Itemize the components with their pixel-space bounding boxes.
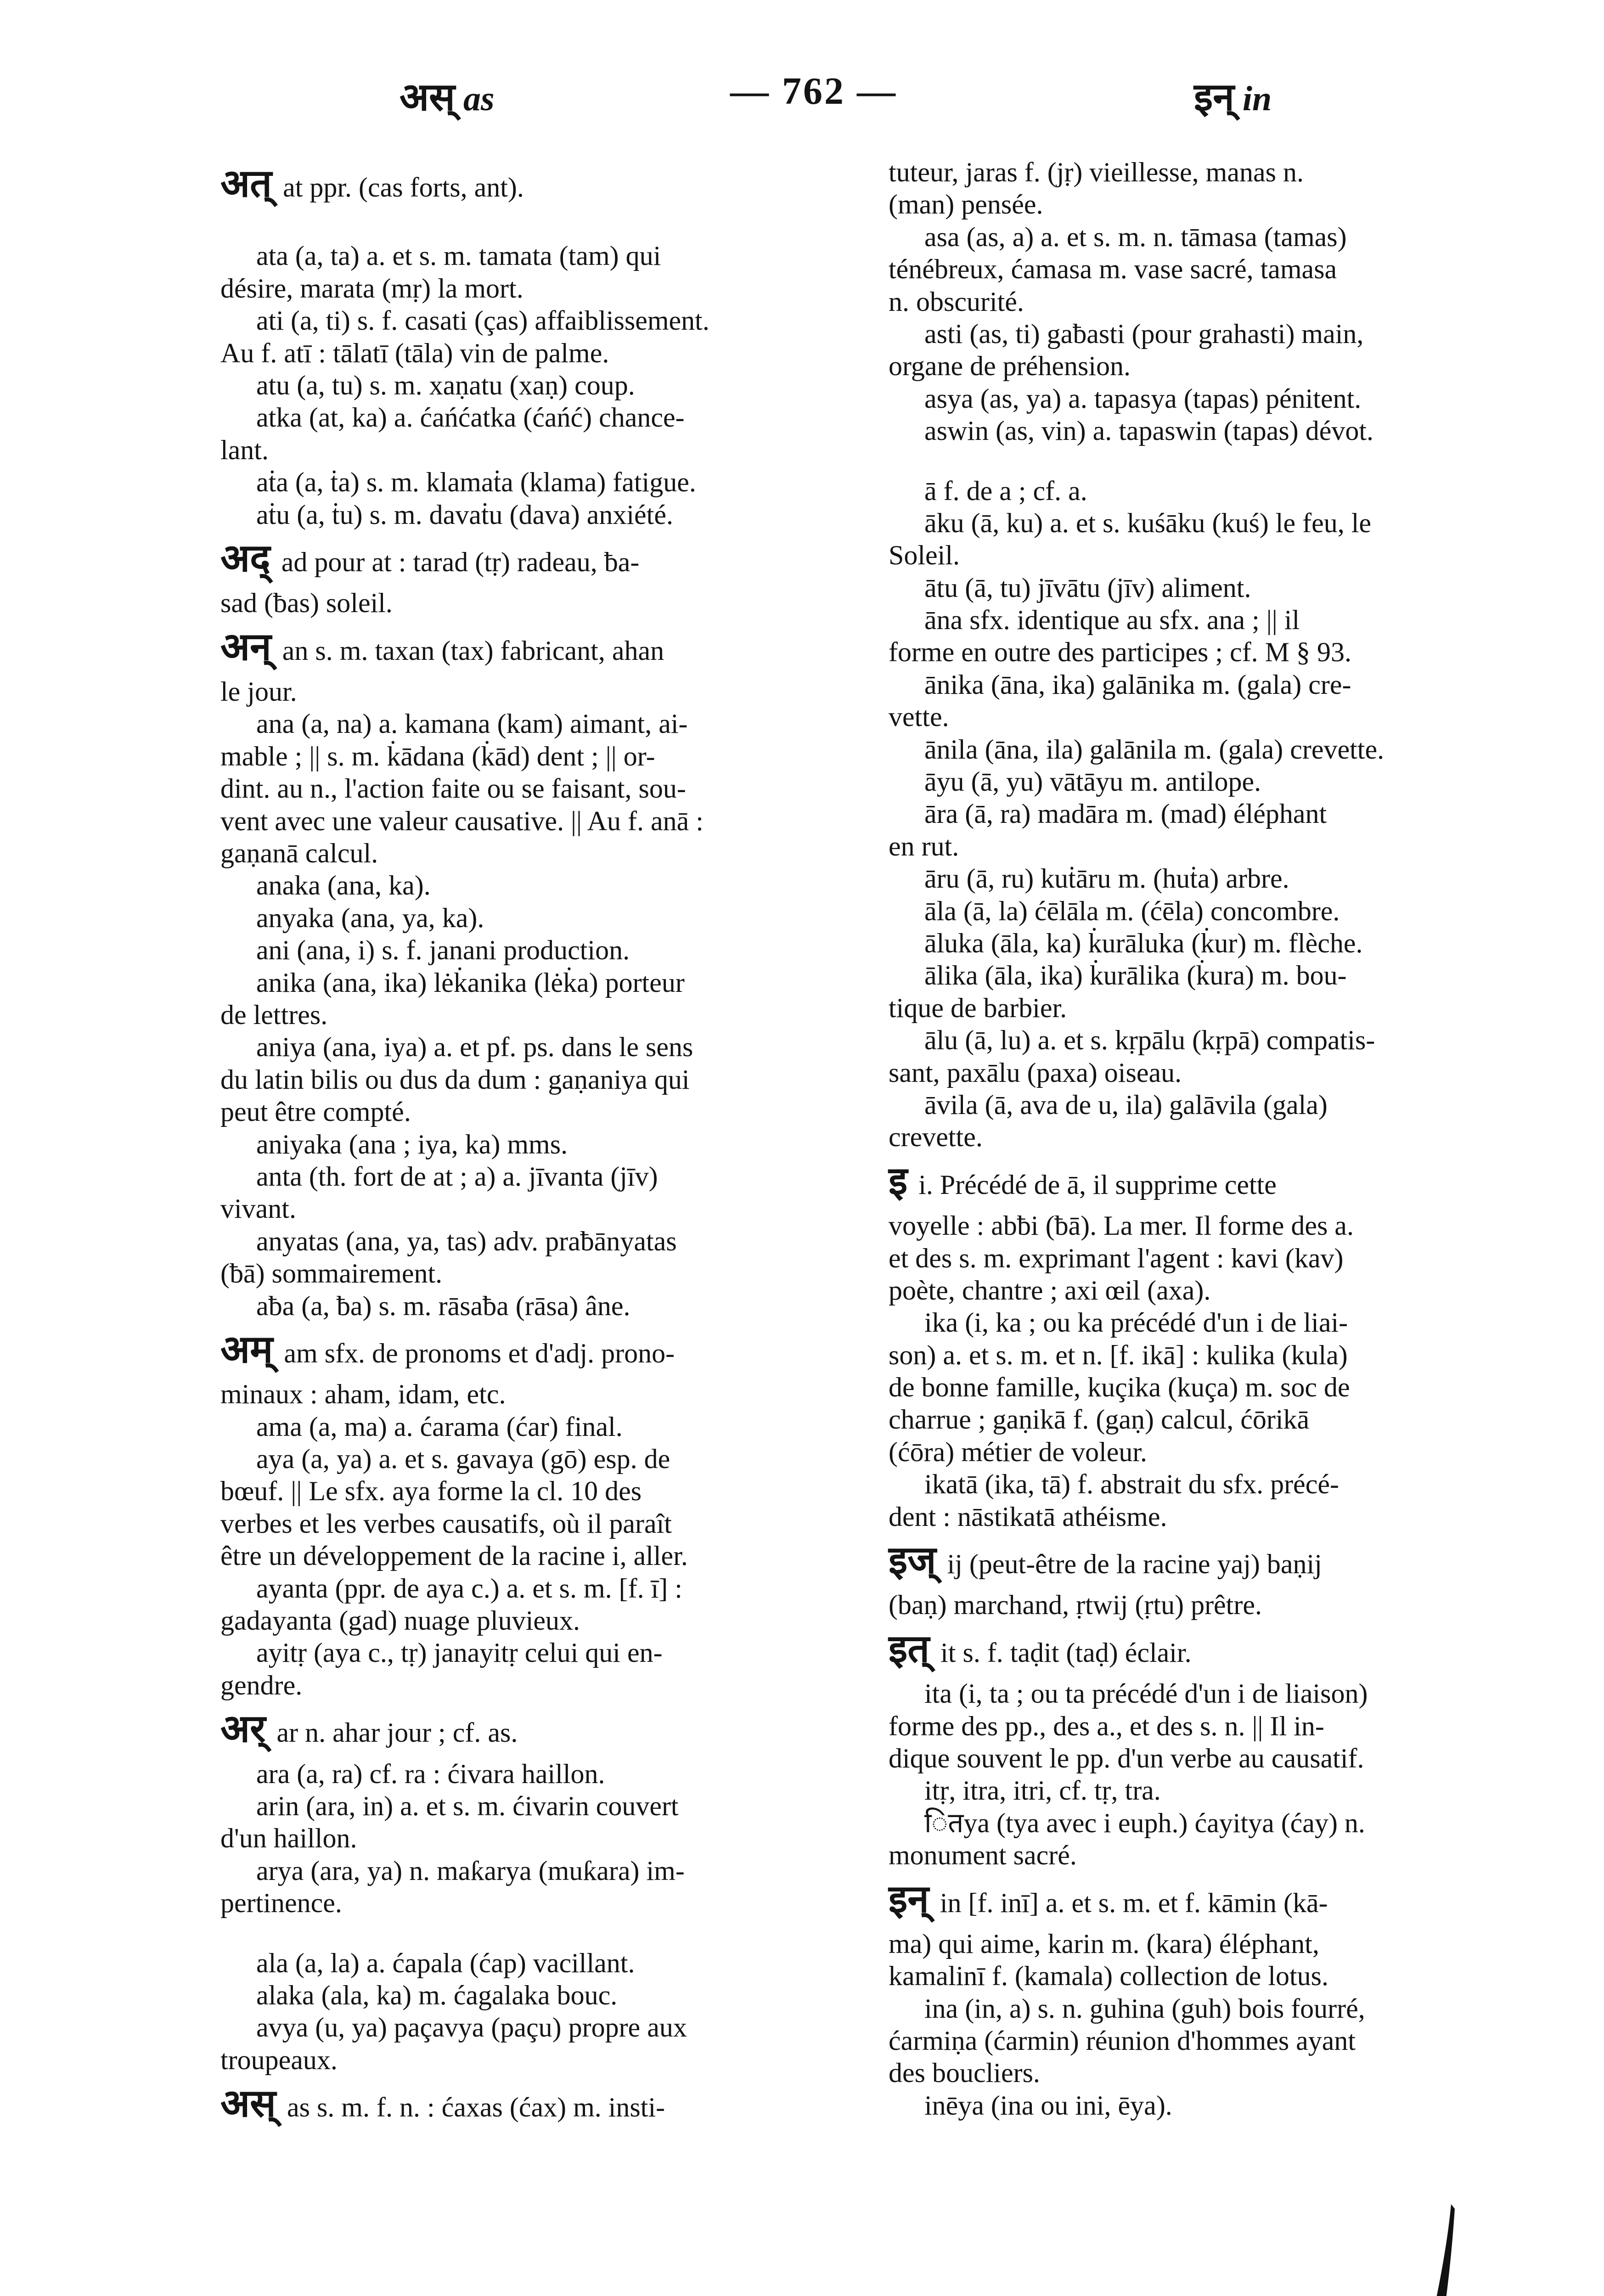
headword-text: ar n. ahar jour ; cf. as. [276, 1717, 518, 1748]
entry-line: ata (a, ta) a. et s. m. tamata (tam) qui [256, 241, 661, 271]
headword-devanagari: इत् [889, 1627, 930, 1671]
continuation-line: sant, paxālu (paxa) oiseau. [889, 1057, 1182, 1088]
entry-line: aṫu (a, ṫu) s. m. davaṫu (dava) anxiété. [256, 499, 673, 530]
entry-line: avya (u, ya) paçavya (paçu) propre aux [256, 2012, 687, 2043]
continuation-line: lant. [220, 434, 269, 465]
continuation-line: (baṇ) marchand, ṛtwij (ṛtu) prêtre. [889, 1590, 1262, 1621]
headword-text: ij (peut-être de la racine yaj) baṇij [947, 1549, 1322, 1580]
continuation-line: tuteur, jaras f. (jṛ) vieillesse, manas n. [889, 157, 1304, 187]
running-head-left-latin: as [463, 79, 495, 118]
entry-line: āru (ā, ru) kuṫāru m. (huṫa) arbre. [924, 863, 1289, 894]
entry-line: asti (as, ti) gaƀasti (pour grahasti) main, [924, 318, 1364, 349]
continuation-line: forme en outre des participes ; cf. M § 93. [889, 637, 1352, 668]
entry-line: anyatas (ana, ya, tas) adv. praƀānyatas [256, 1226, 677, 1256]
continuation-line: vivant. [220, 1193, 296, 1224]
page-number: — 762 — [730, 70, 897, 113]
continuation-line: pertinence. [220, 1888, 342, 1919]
entry-line: ितya (tya avec i euph.) ćayitya (ćay) n. [924, 1807, 1365, 1838]
entry-line: ati (a, ti) s. f. casati (ças) affaiblissement. [256, 305, 709, 336]
pen-stroke-mark [1382, 2200, 1474, 2296]
headword-devanagari: अस् [220, 2082, 276, 2126]
entry-line: atu (a, tu) s. m. xaṇatu (xaṇ) coup. [256, 370, 635, 400]
entry-line: asya (as, ya) a. tapasya (tapas) pénitent. [924, 383, 1362, 414]
entry-line: āna sfx. identique au sfx. ana ; || il [924, 605, 1300, 636]
entry-line: āku (ā, ku) a. et s. kuśāku (kuś) le feu, le [924, 507, 1372, 538]
continuation-line: du latin bilis ou dus da dum : gaṇaniya qui [220, 1064, 690, 1095]
headword-entry [889, 1627, 1527, 1671]
continuation-line: minaux : aham, idam, etc. [220, 1379, 506, 1410]
continuation-line: sad (ƀas) soleil. [220, 588, 393, 619]
section-gap [220, 212, 854, 240]
continuation-line: Soleil. [889, 540, 960, 571]
continuation-line: (man) pensée. [889, 189, 1043, 220]
headword-text: an s. m. taxan (tax) fabricant, ahan [282, 635, 664, 666]
entry-line: ara (a, ra) cf. ra : ćivara haillon. [256, 1758, 605, 1789]
entry-line: ana (a, na) a. kamana (kam) aimant, ai- [256, 709, 688, 739]
continuation-line: en rut. [889, 831, 959, 861]
entry-line: ina (in, a) s. n. guhina (guh) bois fourré, [924, 1993, 1365, 2024]
continuation-line: organe de préhension. [889, 351, 1131, 382]
headword-text: ad pour at : tarad (tṛ) radeau, ƀa- [281, 546, 640, 577]
entry-line: aniyaka (ana ; iya, ka) mms. [256, 1129, 568, 1159]
entry-line: ani (ana, i) s. f. janani production. [256, 935, 630, 966]
entry-line: aṫa (a, ṫa) s. m. klamaṫa (klama) fatigue. [256, 467, 696, 498]
entry-line: ayanta (ppr. de aya c.) a. et s. m. [f. ī] : [256, 1573, 682, 1604]
entry-line: āyu (ā, yu) vātāyu m. antilope. [924, 766, 1261, 797]
continuation-line: ćarmiṇa (ćarmin) réunion d'hommes ayant [889, 2026, 1356, 2056]
headword-devanagari: अन् [220, 625, 271, 669]
entry-line: ika (i, ka ; ou ka précédé d'un i de liai- [924, 1307, 1348, 1338]
headword-text: in [f. inī] a. et s. m. et f. kāmin (kā- [940, 1887, 1328, 1918]
section-gap [889, 447, 1527, 475]
entry-line: ātu (ā, tu) jīvātu (jīv) aliment. [924, 572, 1251, 603]
continuation-line: dique souvent le pp. d'un verbe au causatif. [889, 1743, 1364, 1773]
running-head-right [1194, 69, 1272, 122]
headword-entry [889, 1878, 1527, 1921]
running-head-right-devanagari: इन् [1194, 76, 1234, 119]
continuation-line: kamalinī f. (kamala) collection de lotus. [889, 1961, 1329, 1992]
continuation-line: voyelle : abƀi (ƀā). La mer. Il forme des a. [889, 1210, 1354, 1241]
continuation-line: vent avec une valeur causative. || Au f. anā : [220, 805, 704, 836]
continuation-line: troupeaux. [220, 2044, 338, 2075]
continuation-line: dent : nāstikatā athéisme. [889, 1501, 1167, 1532]
running-head-left-devanagari: अस् [400, 76, 455, 119]
entry-line: ala (a, la) a. ćapala (ćap) vacillant. [256, 1947, 635, 1978]
entry-line: arya (ara, ya) n. maƙarya (muƙara) im- [256, 1855, 685, 1886]
entry-line: anyaka (ana, ya, ka). [256, 902, 484, 933]
continuation-line: (ćōra) métier de voleur. [889, 1436, 1148, 1467]
entry-line: alaka (ala, ka) m. ćagalaka bouc. [256, 1980, 618, 2010]
continuation-line: ma) qui aime, karin m. (kara) éléphant, [889, 1928, 1319, 1959]
continuation-line: dint. au n., l'action faite ou se faisant, sou- [220, 773, 686, 804]
continuation-line: crevette. [889, 1122, 983, 1153]
entry-line: anaka (ana, ka). [256, 870, 431, 901]
continuation-line: forme des pp., des a., et des s. n. || Il in- [889, 1711, 1324, 1741]
continuation-line: bœuf. || Le sfx. aya forme la cl. 10 des [220, 1476, 642, 1507]
left-column [220, 156, 854, 2132]
headword-entry [220, 1328, 854, 1371]
entry-line: ā f. de a ; cf. a. [924, 475, 1087, 506]
continuation-line: verbes et les verbes causatifs, où il paraît [220, 1508, 672, 1539]
headword-devanagari: इज् [889, 1539, 936, 1582]
entry-line: ālika (āla, ika) k̇urālika (k̇ura) m. bou- [924, 960, 1347, 991]
continuation-line: d'un haillon. [220, 1823, 357, 1854]
entry-line: arin (ara, in) a. et s. m. ćivarin couvert [256, 1790, 679, 1821]
continuation-line: mable ; || s. m. k̇ādana (k̇ād) dent ; || or- [220, 741, 655, 771]
headword-devanagari: अत् [220, 163, 272, 205]
headword-entry [220, 2082, 854, 2126]
continuation-line: être un développement de la racine i, aller. [220, 1541, 688, 1571]
entry-line: ikatā (ika, tā) f. abstrait du sfx. précé- [924, 1469, 1339, 1500]
entry-line: ayitṛ (aya c., tṛ) janayitṛ celui qui en- [256, 1638, 663, 1668]
entry-line: aƀa (a, ƀa) s. m. rāsaƀa (rāsa) âne. [256, 1290, 630, 1321]
continuation-line: vette. [889, 702, 949, 732]
headword-devanagari: अर् [220, 1708, 266, 1751]
headword-devanagari: इ [889, 1159, 908, 1203]
continuation-line: gadayanta (gad) nuage pluvieux. [220, 1605, 580, 1636]
continuation-line: charrue ; gaṇikā f. (gaṇ) calcul, ćōrikā [889, 1404, 1310, 1435]
headword-entry [220, 625, 854, 669]
continuation-line: monument sacré. [889, 1840, 1077, 1871]
continuation-line: le jour. [220, 676, 297, 707]
continuation-line: et des s. m. exprimant l'agent : kavi (kav) [889, 1243, 1344, 1273]
entry-line: āluka (āla, ka) k̇urāluka (k̇ur) m. flèche. [924, 928, 1363, 958]
entry-line: inēya (ina ou ini, ēya). [924, 2090, 1172, 2121]
headword-devanagari: अम् [220, 1328, 273, 1371]
headword-text: as s. m. f. n. : ćaxas (ćax) m. insti- [287, 2092, 665, 2123]
entry-line: itṛ, itra, itri, cf. tṛ, tra. [924, 1775, 1161, 1806]
entry-line: ama (a, ma) a. ćarama (ćar) final. [256, 1411, 623, 1442]
continuation-line: n. obscurité. [889, 286, 1024, 317]
continuation-line: désire, marata (mṛ) la mort. [220, 273, 523, 304]
entry-line: asa (as, a) a. et s. m. n. tāmasa (tamas) [924, 221, 1347, 252]
continuation-line: de lettres. [220, 999, 328, 1030]
continuation-line: des boucliers. [889, 2058, 1040, 2088]
entry-line: anta (th. fort de at ; a) a. jīvanta (jīv) [256, 1161, 658, 1192]
headword-text: i. Précédé de ā, il supprime cette [918, 1169, 1277, 1200]
entry-line: atka (at, ka) a. ćańćatka (ćańć) chance- [256, 402, 685, 433]
headword-text: at ppr. (cas forts, ant). [283, 172, 524, 203]
continuation-line: tique de barbier. [889, 992, 1067, 1023]
headword-text: it s. f. taḍit (taḍ) éclair. [940, 1637, 1192, 1668]
continuation-line: peut être compté. [220, 1097, 411, 1127]
entry-line: ālu (ā, lu) a. et s. kṛpālu (kṛpā) compatis- [924, 1025, 1375, 1056]
entry-line: āla (ā, la) ćēlāla m. (ćēla) concombre. [924, 895, 1340, 926]
running-head-right-latin: in [1242, 79, 1272, 118]
entry-line: ita (i, ta ; ou ta précédé d'un i de liaison) [924, 1678, 1368, 1709]
headword-devanagari: इन् [889, 1878, 929, 1921]
continuation-line: gaṇanā calcul. [220, 838, 378, 869]
entry-line: ānika (āna, ika) galānika m. (gala) cre- [924, 669, 1351, 700]
headword-text: am sfx. de pronoms et d'adj. prono- [284, 1338, 675, 1368]
continuation-line: de bonne famille, kuçika (kuça) m. soc de [889, 1372, 1350, 1403]
entry-line: āvila (ā, ava de u, ila) galāvila (gala) [924, 1089, 1328, 1120]
headword-entry [220, 537, 854, 580]
section-gap [220, 1919, 854, 1947]
continuation-line: gendre. [220, 1670, 303, 1700]
headword-entry [889, 1159, 1527, 1203]
entry-line: aya (a, ya) a. et s. gavaya (gō) esp. de [256, 1444, 670, 1474]
headword-entry [220, 1708, 854, 1751]
entry-line: ānila (āna, ila) galānila m. (gala) crevette. [924, 734, 1385, 765]
running-head-left [400, 69, 495, 122]
headword-entry [889, 1539, 1527, 1582]
continuation-line: ténébreux, ćamasa m. vase sacré, tamasa [889, 254, 1337, 285]
entry-line: aniya (ana, iya) a. et pf. ps. dans le sens [256, 1032, 693, 1063]
continuation-line: son) a. et s. m. et n. [f. ikā] : kulika (kula) [889, 1339, 1348, 1370]
entry-line: āra (ā, ra) madāra m. (mad) éléphant [924, 799, 1327, 829]
entry-line: aswin (as, vin) a. tapaswin (tapas) dévot. [924, 416, 1374, 446]
headword-entry [220, 163, 854, 205]
continuation-line: Au f. atī : tālatī (tāla) vin de palme. [220, 338, 609, 368]
continuation-line: poète, chantre ; axi œil (axa). [889, 1275, 1211, 1306]
headword-devanagari: अद् [220, 537, 270, 580]
right-column [889, 156, 1527, 2122]
entry-line: anika (ana, ika) lėk̇anika (lėk̇a) porteur [256, 967, 685, 998]
continuation-line: (ƀā) sommairement. [220, 1258, 443, 1289]
